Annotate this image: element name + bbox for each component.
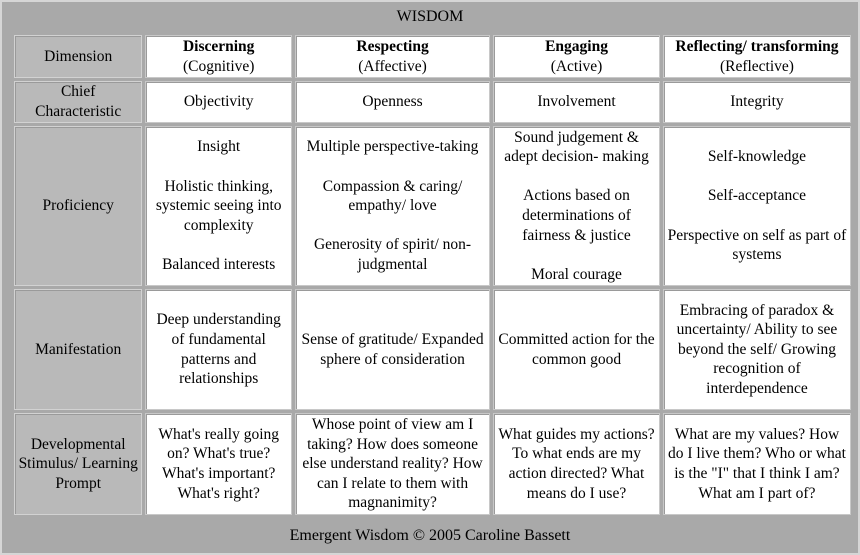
manifestation-cell-respecting: Sense of gratitude/ Expanded sphere of consideration	[295, 289, 490, 410]
developmental-label: Developmental Stimulus/ Learning Prompt	[14, 413, 142, 515]
proficiency-item: Self-acceptance	[707, 187, 806, 205]
manifestation-row	[14, 289, 851, 410]
chief-cell-discerning: Objectivity	[145, 81, 292, 123]
manifestation-cell-reflecting: Embracing of paradox & uncertainty/ Ability to see beyond the self/ Growing recognition of interdependence	[663, 289, 851, 410]
chief-row	[14, 81, 851, 123]
developmental-cell-reflecting: What are my values? How do I live them? Who or what is the "I" that I think I am? What am I part of?	[663, 413, 851, 515]
proficiency-item: Multiple perspective-taking	[306, 138, 479, 156]
header-engaging	[493, 35, 660, 78]
dimension-row	[14, 35, 851, 78]
proficiency-item: Moral courage	[531, 265, 622, 283]
developmental-cell-respecting: Whose point of view am I taking? How does someone else understand reality? How can I relate to them with magnanimity?	[295, 413, 490, 515]
proficiency-label: Proficiency	[14, 126, 142, 286]
header-reflecting-sub: (Reflective)	[719, 57, 794, 75]
proficiency-item: Compassion & caring/ empathy/ love	[322, 177, 463, 215]
proficiency-cell-respecting	[295, 126, 490, 286]
proficiency-gap	[299, 216, 486, 236]
developmental-row	[14, 413, 851, 515]
header-respecting	[295, 35, 490, 78]
proficiency-item: Sound judgement & adept decision- making	[504, 128, 649, 166]
proficiency-item: Insight	[197, 138, 241, 156]
proficiency-item: Holistic thinking, systemic seeing into complexity	[155, 177, 282, 234]
manifestation-cell-engaging: Committed action for the common good	[493, 289, 660, 410]
header-engaging-name: Engaging	[545, 37, 608, 55]
chief-label-line2: Characteristic	[35, 103, 122, 120]
manifestation-label: Manifestation	[14, 289, 142, 410]
header-reflecting	[663, 35, 851, 78]
proficiency-gap	[299, 157, 486, 177]
proficiency-row	[14, 126, 851, 286]
proficiency-gap	[667, 206, 847, 226]
proficiency-gap	[149, 157, 288, 177]
proficiency-gap	[149, 235, 288, 255]
proficiency-item: Actions based on determinations of fairness & justice	[522, 187, 631, 244]
chief-cell-reflecting: Integrity	[663, 81, 851, 123]
chief-cell-engaging: Involvement	[493, 81, 660, 123]
header-discerning-sub: (Cognitive)	[182, 57, 255, 75]
developmental-cell-discerning: What's really going on? What's true? What's important? What's right?	[145, 413, 292, 515]
wisdom-table	[11, 32, 854, 518]
header-respecting-name: Respecting	[356, 37, 429, 55]
chief-label	[14, 81, 142, 123]
proficiency-item: Balanced interests	[162, 255, 276, 273]
proficiency-cell-engaging	[493, 126, 660, 286]
proficiency-item: Self-knowledge	[707, 148, 807, 166]
chief-cell-respecting: Openness	[295, 81, 490, 123]
header-discerning	[145, 35, 292, 78]
proficiency-gap	[497, 167, 656, 187]
developmental-cell-engaging: What guides my actions? To what ends are my action directed? What means do I use?	[493, 413, 660, 515]
header-respecting-sub: (Affective)	[358, 57, 427, 75]
header-engaging-sub: (Active)	[550, 57, 603, 75]
proficiency-gap	[497, 245, 656, 265]
chief-label-line1: Chief	[60, 83, 96, 101]
proficiency-gap	[667, 167, 847, 187]
proficiency-cell-reflecting	[663, 126, 851, 286]
manifestation-cell-discerning: Deep understanding of fundamental patterns and relationships	[145, 289, 292, 410]
proficiency-cell-discerning	[145, 126, 292, 286]
dimension-label: Dimension	[14, 35, 142, 78]
header-reflecting-name: Reflecting/ transforming	[675, 37, 839, 55]
table-title: WISDOM	[396, 8, 464, 25]
header-discerning-name: Discerning	[182, 37, 255, 55]
copyright-footer: Emergent Wisdom © 2005 Caroline Bassett	[289, 527, 571, 544]
proficiency-item: Generosity of spirit/ non-judgmental	[313, 236, 472, 273]
proficiency-item: Perspective on self as part of systems	[667, 226, 847, 264]
